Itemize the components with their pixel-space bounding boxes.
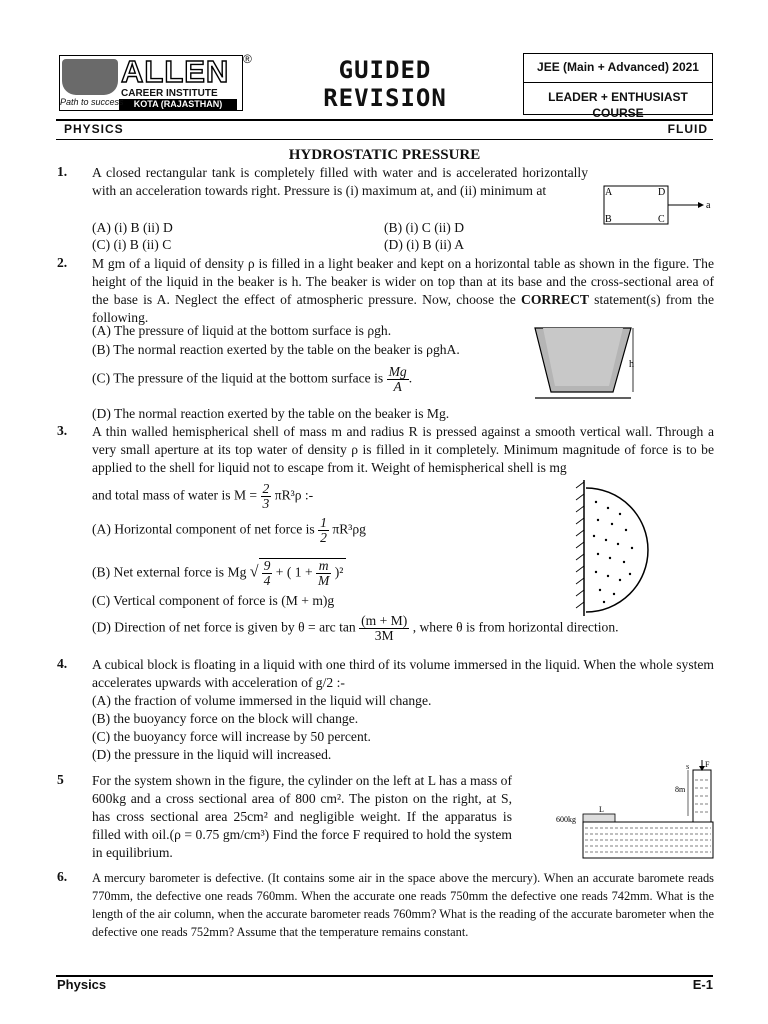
footer-subject: Physics (57, 977, 107, 992)
header-rule-bottom (56, 139, 713, 140)
q2-text-b: statement(s) from the following. (92, 292, 714, 325)
q4-option-b: (B) the buoyancy force on the block will change. (92, 711, 359, 726)
question-1-text: A closed rectangular tank is completely filled with water and is accelerated horizontally with an acceleration towards right. Pressure is (i) maximum at, and (ii) minimum at (92, 165, 588, 198)
logo-tagline: Path to success (60, 97, 124, 107)
fraction-numerator: (m + M) (361, 613, 408, 628)
q3-option-d-suffix: , where θ is from horizontal direction. (412, 619, 619, 635)
q3-mass-fraction (261, 482, 272, 511)
left-piston (583, 814, 615, 822)
q3-mass-suffix: πR³ρ :- (274, 487, 314, 503)
chapter-label: FLUID (667, 122, 708, 136)
question-6-text: A mercury barometer is defective. (It contains some air in the space above the mercury). When an accurate baromete reads 770mm, the defective one reads 760mm. When the accurate one reads 750mm the defective one reads 742mm. What is the length of the air column, when the accurate barometer reads 760mm? What is the reading of the accurate barometer when the defective one reads 752mm? Assume that the temperature remains constant. (92, 871, 714, 939)
q1-tank-figure (598, 180, 716, 228)
oil-pattern (585, 828, 711, 852)
exam-box (523, 53, 713, 120)
fraction-numerator: Mg (388, 364, 407, 379)
q3-option-d-fraction (359, 614, 409, 643)
q1-option-b: (B) (i) C (ii) D (384, 220, 465, 235)
header-rule-top (56, 119, 713, 121)
fraction-numerator: 2 (262, 481, 270, 496)
question-3-text: A thin walled hemispherical shell of mass m and radius R is pressed against a smooth vertical wall. Through a very small aperture at its top water of density ρ is filled in it completely. Minimum magnitude of force is to be applied to the shell for liquid not to escape from it. Weight of hemispherical shell is mg (92, 424, 714, 475)
acceleration-arrow-icon (698, 202, 704, 208)
right-label: S (686, 765, 690, 771)
q1-option-a: (A) (i) B (ii) D (92, 220, 173, 235)
tube-oil-pattern (695, 780, 709, 812)
sqrt-symbol: √ (249, 563, 259, 581)
tank-label-c: C (658, 214, 665, 225)
fraction-numerator: 9 (263, 558, 271, 573)
fraction-denominator: 3 (262, 496, 270, 511)
question-number: 3. (57, 423, 68, 438)
allen-logo (59, 55, 243, 111)
q3-option-a-suffix: πR³ρg (332, 521, 366, 537)
fraction-denominator: A (393, 379, 402, 394)
height-label: 8m (675, 785, 686, 794)
fraction-denominator: 3M (374, 628, 394, 643)
registered-mark: ® (243, 52, 252, 66)
course-name: LEADER + ENTHUSIAST COURSE (548, 90, 688, 120)
footer-rule (56, 975, 713, 977)
hemisphere-shell (586, 488, 648, 612)
q3-water-mass (92, 482, 313, 511)
question-number: 4. (57, 656, 68, 671)
q3-option-b: (B) Net external force is Mg √ $\frac{9}{4}$ + ( 1 + $\frac{m}{M}$ )² (92, 558, 346, 588)
fraction-denominator: 4 (263, 573, 271, 588)
logo-city: KOTA (RAJASTHAN) (119, 99, 237, 110)
q1-option-d: (D) (i) B (ii) A (384, 237, 465, 252)
logo-subtitle: CAREER INSTITUTE (121, 88, 218, 99)
q2-fraction (387, 365, 409, 394)
subject-label: PHYSICS (64, 122, 124, 136)
question-5-text: For the system shown in the figure, the cylinder on the left at L has a mass of 600kg and a cross sectional area of 800 cm². The piston on the right, at S, has cross sectional area 25cm² and negligible weight. If the apparatus is filled with oil.(ρ = 0.75 gm/cm³) Find the force F required to hold the system in equilibrium. (92, 773, 512, 860)
q3-option-a-text: (A) Horizontal component of net force is (92, 521, 315, 537)
question-2-text (92, 255, 714, 327)
q3-option-b-one-plus: 1 + (294, 564, 313, 580)
beaker-inner (543, 328, 623, 386)
document-title (300, 56, 470, 112)
q2-option-a: (A) The pressure of liquid at the bottom surface is ρgh. (92, 323, 392, 338)
q3-option-c: (C) Vertical component of force is (M + m)g (92, 593, 335, 608)
exam-name: JEE (Main + Advanced) 2021 (524, 54, 712, 83)
height-label: h (629, 359, 634, 370)
q3-option-b-fraction (262, 559, 273, 588)
question-number: 2. (57, 255, 68, 270)
title-line-2: REVISION (323, 84, 447, 112)
tank-label-d: D (658, 187, 666, 198)
left-label: L (599, 805, 604, 814)
q2-option-b: (B) The normal reaction exerted by the table on the beaker is ρghA. (92, 342, 460, 357)
fraction-numerator: 1 (320, 515, 327, 530)
fraction-denominator: 2 (320, 530, 327, 545)
q2-option-d: (D) The normal reaction exerted by the table on the beaker is Mg. (92, 406, 450, 421)
page-number: E-1 (692, 977, 713, 992)
mass-label: 600kg (556, 815, 576, 824)
question-number: 6. (57, 869, 68, 884)
q4-option-d: (D) the pressure in the liquid will increased. (92, 747, 332, 762)
q3-option-a (92, 516, 366, 545)
q2-text-a: M gm of a liquid of density ρ is filled in a light beaker and kept on a horizontal table as shown in the figure. The height of the liquid in the beaker is h. The beaker is wider on top than at its base and the cross-sectional area of the base is A. Neglect the effect of atmospheric pressure. Now, choose the (92, 256, 714, 307)
fraction-denominator: M (318, 573, 330, 588)
section-title: HYDROSTATIC PRESSURE (288, 147, 481, 163)
q3-mass-prefix: and total mass of water is M = (92, 487, 261, 503)
fraction-numerator: m (316, 559, 331, 574)
q3-option-a-fraction (318, 516, 329, 545)
logo-wordmark: ALLEN (121, 54, 230, 89)
wall-hatching (576, 482, 584, 608)
water-dots (593, 501, 633, 603)
logo-emblem-icon (62, 59, 118, 95)
q5-hydraulic-figure (555, 760, 715, 862)
acceleration-label: a (706, 200, 711, 211)
force-label: F (705, 760, 710, 769)
q2-option-c: (C) The pressure of the liquid at the bottom surface is $\frac{Mg}{A}$ . (92, 364, 413, 394)
q4-option-c: (C) the buoyancy force will increase by 50 percent. (92, 729, 371, 744)
q3-option-b-text: (B) Net external force is Mg (92, 564, 247, 580)
q4-option-a: (A) the fraction of volume immersed in the liquid will change. (92, 693, 432, 708)
q2-correct-word: CORRECT (521, 292, 589, 307)
question-4-text: A cubical block is floating in a liquid with one third of its volume immersed in the liquid. When the whole system accelerates upwards with acceleration of g/2 :- (92, 657, 714, 690)
q1-option-c: (C) (i) B (ii) C (92, 237, 172, 252)
tank-label-a: A (605, 187, 613, 198)
tank-label-b: B (605, 214, 612, 225)
question-number: 1. (57, 164, 68, 179)
q3-option-d (92, 614, 619, 643)
question-number: 5 (57, 772, 64, 787)
q2-beaker-figure (527, 322, 647, 404)
title-line-1: GUIDED (338, 56, 432, 84)
q3-option-d-text: (D) Direction of net force is given by θ = arc tan (92, 619, 356, 635)
q2-option-c-text: (C) The pressure of the liquid at the bottom surface is (92, 370, 384, 386)
q3-hemisphere-figure (574, 478, 654, 618)
q3-option-b-mass-ratio (316, 559, 331, 588)
